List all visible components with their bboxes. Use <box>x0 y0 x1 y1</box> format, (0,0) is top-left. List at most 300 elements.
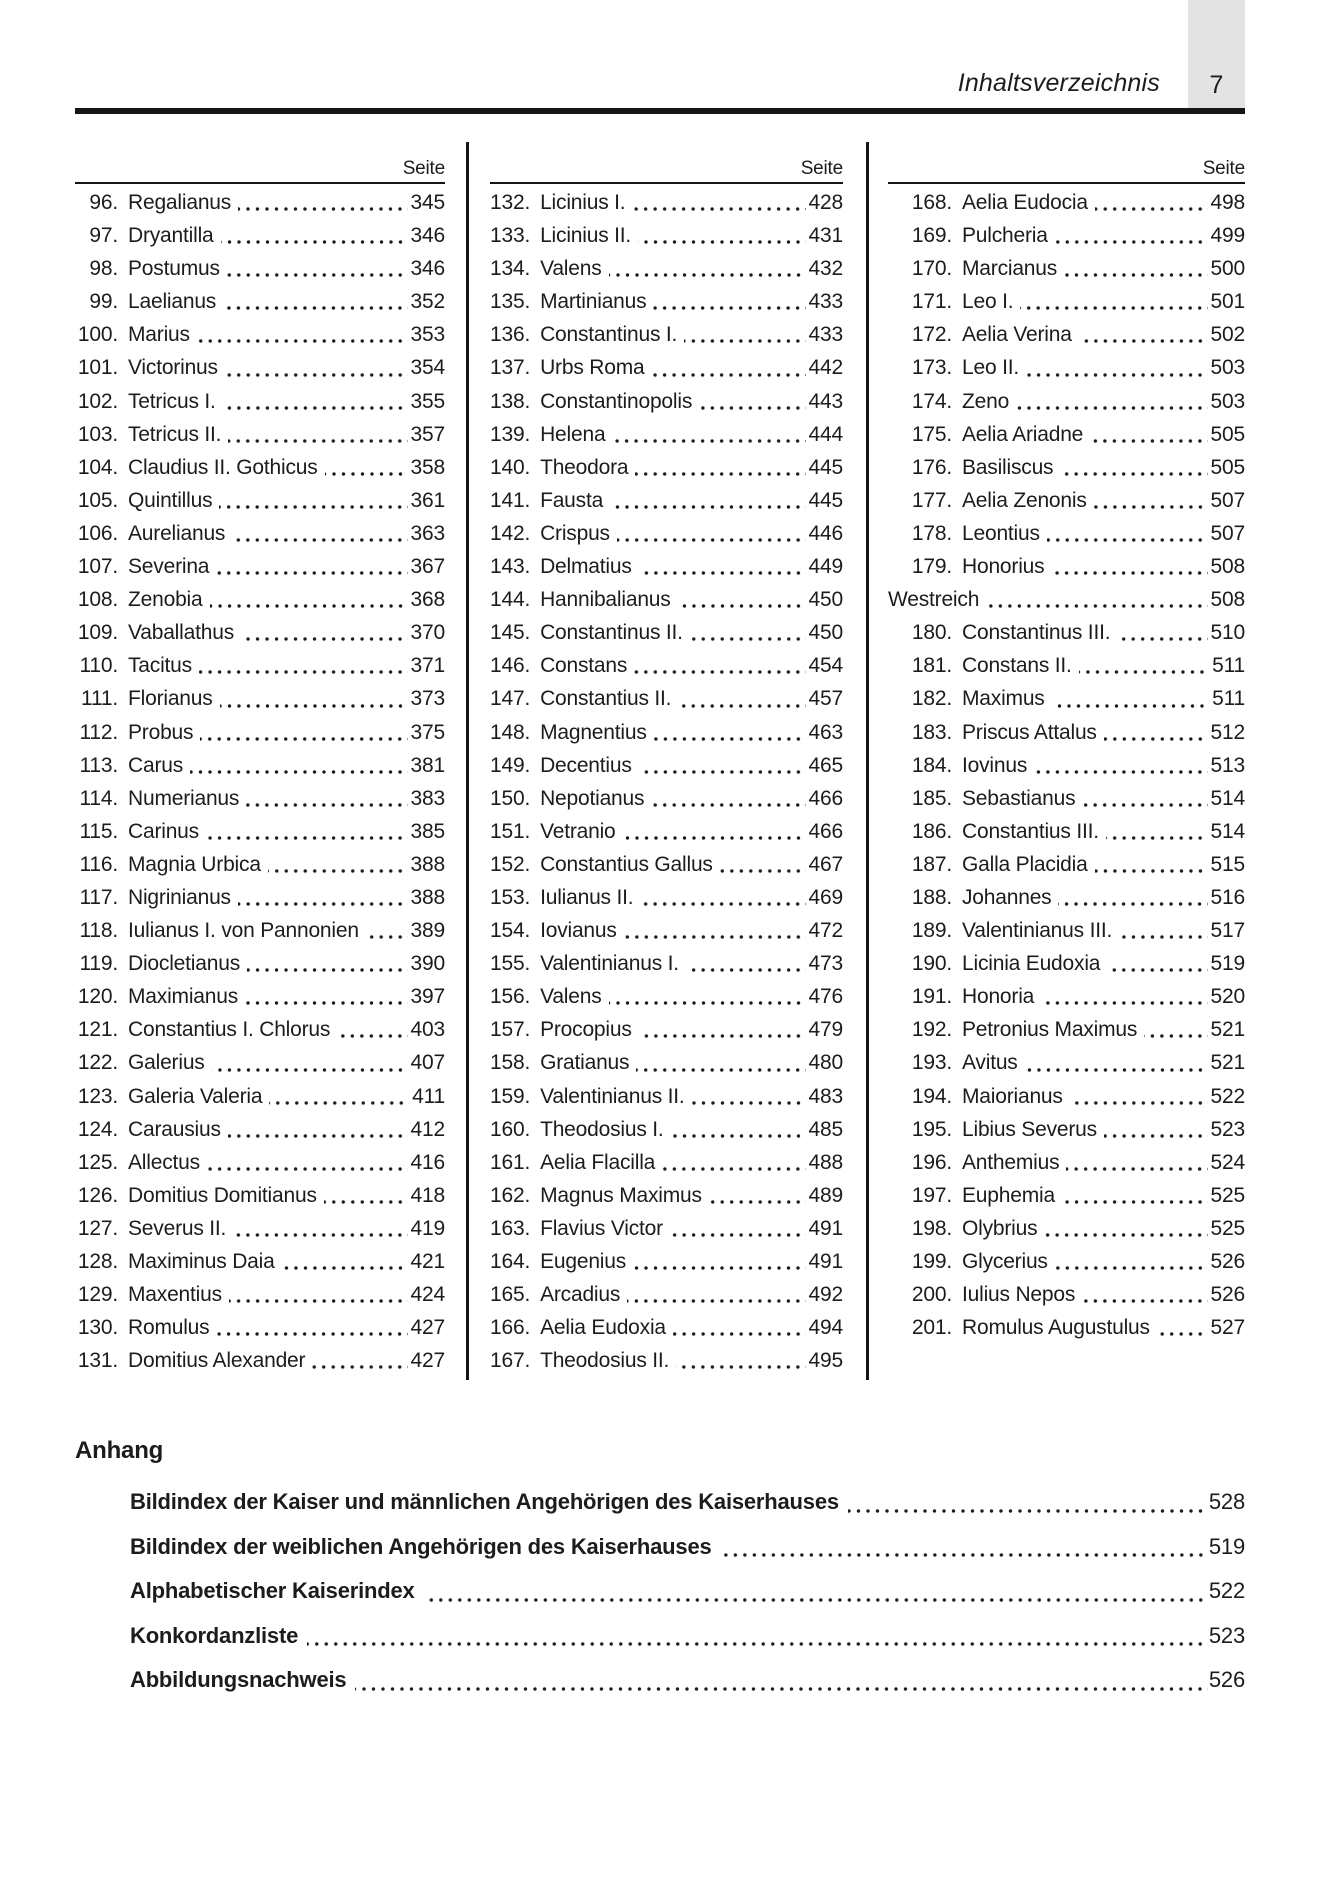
entry-name: Probus <box>128 720 194 744</box>
dot-leader <box>268 869 408 873</box>
entry-name: Nepotianus <box>540 786 645 810</box>
entry-name: Theodosius II. <box>540 1349 670 1373</box>
entry-name: Severus II. <box>128 1216 227 1240</box>
toc-entry <box>490 1311 843 1344</box>
entry-page-number: 512 <box>1210 720 1245 744</box>
toc-entry <box>75 583 445 616</box>
entry-name: Abbildungsnachweis <box>130 1667 347 1692</box>
toc-entry <box>75 1311 445 1344</box>
entry-page-number: 390 <box>410 952 445 976</box>
entry-name: Priscus Attalus <box>962 720 1097 744</box>
entry-number: 198. <box>911 1216 952 1240</box>
entry-name: Claudius II. Gothicus <box>128 455 318 479</box>
entry-page-number: 508 <box>1210 588 1245 612</box>
entry-name: Euphemia <box>962 1183 1055 1207</box>
entry-page-number: 485 <box>808 1117 843 1141</box>
entry-name: Delmatius <box>540 555 632 579</box>
toc-entry <box>490 782 843 815</box>
entry-number: 155. <box>490 952 531 976</box>
dot-leader <box>1119 935 1207 939</box>
toc-entry <box>490 1080 843 1113</box>
dot-leader <box>216 571 407 575</box>
toc-entry <box>888 186 1245 219</box>
entry-name: Magnus Maximus <box>540 1183 702 1207</box>
entry-page-number: 411 <box>412 1084 445 1108</box>
dot-leader <box>238 207 407 211</box>
entry-number: 111. <box>81 687 118 711</box>
toc-entry <box>490 1212 843 1245</box>
entry-name: Iulius Nepos <box>962 1283 1076 1307</box>
dot-leader <box>612 439 805 443</box>
entry-page-number: 373 <box>410 687 445 711</box>
entry-name: Valens <box>540 985 602 1009</box>
entry-number: 134. <box>490 257 531 281</box>
entry-name: Aelia Eudocia <box>962 191 1088 214</box>
entry-number: 166. <box>490 1316 531 1340</box>
entry-number: 164. <box>490 1250 531 1273</box>
entry-number: 190. <box>911 952 952 976</box>
entry-page-number: 489 <box>808 1183 843 1207</box>
dot-leader <box>1034 770 1207 774</box>
entry-number: 126. <box>77 1183 118 1207</box>
entry-page-number: 513 <box>1210 753 1245 777</box>
toc-entry <box>75 1013 445 1046</box>
entry-page-number: 424 <box>410 1283 445 1307</box>
dot-leader <box>1058 902 1207 906</box>
toc-entry <box>75 1179 445 1212</box>
dot-leader <box>355 1687 1207 1691</box>
toc-entry <box>888 1146 1245 1179</box>
entry-name: Domitius Domitianus <box>128 1183 317 1207</box>
entry-name: Marius <box>128 323 190 347</box>
entry-name: Maximus <box>962 687 1045 711</box>
dot-leader <box>200 737 407 741</box>
dot-leader <box>609 273 806 277</box>
entry-page-number: 522 <box>1210 1084 1245 1108</box>
entry-page-number: 523 <box>1208 1622 1245 1648</box>
dot-leader <box>212 1068 408 1072</box>
entry-name: Maiorianus <box>962 1084 1063 1108</box>
entry-name: Numerianus <box>128 786 240 810</box>
entry-number: 152. <box>490 852 531 876</box>
entry-page-number: 388 <box>410 852 445 876</box>
toc-entry <box>888 1245 1245 1278</box>
toc-entry <box>888 682 1245 715</box>
entry-number: 183. <box>911 720 952 744</box>
entry-page-number: 503 <box>1210 356 1245 380</box>
entry-number: 173. <box>911 356 952 380</box>
dot-leader <box>366 935 408 939</box>
entry-number: 176. <box>911 455 952 479</box>
toc-entry <box>75 1146 445 1179</box>
toc-entry <box>490 848 843 881</box>
dot-leader <box>282 1266 408 1270</box>
entry-name: Anthemius <box>962 1150 1060 1174</box>
dot-leader <box>848 1509 1208 1513</box>
toc-entry <box>490 451 843 484</box>
entry-number: 182. <box>911 687 952 711</box>
entry-name: Alphabetischer Kaiserindex <box>130 1578 415 1603</box>
entry-page-number: 445 <box>808 488 843 512</box>
dot-leader <box>986 604 1207 608</box>
entry-page-number: 526 <box>1208 1667 1245 1692</box>
toc-entry <box>490 219 843 252</box>
entry-number: 191. <box>911 985 952 1009</box>
dot-leader <box>640 902 805 906</box>
toc-entry <box>75 1344 445 1377</box>
dot-leader <box>1055 240 1208 244</box>
entry-number: 110. <box>79 654 118 678</box>
entry-page-number: 514 <box>1210 786 1245 810</box>
entry-name: Constantius II. <box>540 687 672 711</box>
entry-page-number: 346 <box>410 224 445 248</box>
toc-entry <box>888 914 1245 947</box>
entry-name: Galerius <box>128 1051 205 1075</box>
dot-leader <box>1117 637 1207 641</box>
toc-entry <box>888 1212 1245 1245</box>
dot-leader <box>221 240 408 244</box>
entry-number: 158. <box>490 1051 531 1075</box>
dot-leader <box>671 1134 806 1138</box>
entry-number: 139. <box>490 422 531 446</box>
entry-page-number: 389 <box>410 919 445 943</box>
entry-name: Basiliscus <box>962 455 1054 479</box>
entry-page-number: 521 <box>1210 1018 1245 1042</box>
entry-number: 196. <box>911 1150 952 1174</box>
entry-page-number: 367 <box>410 555 445 579</box>
dot-leader <box>216 1332 407 1336</box>
entry-page-number: 466 <box>808 819 843 843</box>
dot-leader <box>624 935 806 939</box>
entry-page-number: 502 <box>1210 323 1245 347</box>
entry-page-number: 491 <box>808 1216 843 1240</box>
entry-name: Carinus <box>128 819 199 843</box>
toc-entry <box>75 649 445 682</box>
entry-name: Eugenius <box>540 1250 627 1273</box>
dot-leader <box>1082 803 1207 807</box>
entry-page-number: 418 <box>410 1183 445 1207</box>
dot-leader <box>651 803 805 807</box>
entry-page-number: 446 <box>808 521 843 545</box>
entry-name: Bildindex der weiblichen Angehörigen des Kaiserhauses <box>130 1533 712 1559</box>
toc-entry <box>75 815 445 848</box>
entry-page-number: 510 <box>1210 621 1245 645</box>
toc-entry <box>75 716 445 749</box>
toc-entry <box>75 550 445 583</box>
toc-entry <box>490 947 843 980</box>
dot-leader <box>245 1001 408 1005</box>
entry-name: Florianus <box>128 687 213 711</box>
entry-number: 150. <box>490 786 531 810</box>
dot-leader <box>227 273 408 277</box>
dot-leader <box>676 1365 805 1369</box>
entry-page-number: 419 <box>410 1216 445 1240</box>
entry-page-number: 352 <box>410 290 445 314</box>
entry-number: 118. <box>79 919 118 943</box>
entry-name: Licinius I. <box>540 191 626 214</box>
entry-number: 119. <box>79 952 118 976</box>
toc-entry <box>490 550 843 583</box>
entry-name: Magnentius <box>540 720 647 744</box>
entry-page-number: 345 <box>410 191 445 214</box>
entry-name: Quintillus <box>128 488 213 512</box>
entry-number: 181. <box>911 654 952 678</box>
toc-entry <box>888 517 1245 550</box>
anhang-entry-list <box>75 1480 1245 1703</box>
toc-entry <box>490 583 843 616</box>
dot-leader <box>1079 670 1209 674</box>
dot-leader <box>1095 869 1208 873</box>
entry-page-number: 511 <box>1212 654 1245 678</box>
toc-entry <box>888 351 1245 384</box>
dot-leader <box>1055 1266 1208 1270</box>
dot-leader <box>610 505 805 509</box>
dot-leader <box>686 968 806 972</box>
entry-name: Leontius <box>962 521 1040 545</box>
dot-leader <box>1144 1034 1207 1038</box>
dot-leader <box>692 1101 806 1105</box>
dot-leader <box>219 505 407 509</box>
toc-entry <box>888 649 1245 682</box>
toc-entry <box>75 980 445 1013</box>
toc-entry <box>75 318 445 351</box>
dot-leader <box>1051 571 1207 575</box>
toc-entry <box>888 1278 1245 1311</box>
entry-page-number: 501 <box>1210 290 1245 314</box>
dot-leader <box>699 406 805 410</box>
entry-number: 137. <box>490 356 531 380</box>
entry-name: Iulianus I. von Pannonien <box>128 919 359 943</box>
entry-page-number: 463 <box>808 720 843 744</box>
entry-name: Marcianus <box>962 257 1058 281</box>
entry-page-number: 412 <box>410 1117 445 1141</box>
dot-leader <box>1106 836 1208 840</box>
entry-number: 104. <box>77 455 118 479</box>
entry-name: Victorinus <box>128 356 218 380</box>
entry-name: Valentinianus II. <box>540 1084 685 1108</box>
toc-entry <box>490 749 843 782</box>
dot-leader <box>684 339 805 343</box>
toc-entry <box>75 1245 445 1278</box>
entry-name: Hannibalianus <box>540 588 671 612</box>
entry-page-number: 355 <box>410 389 445 413</box>
entry-number: 162. <box>490 1183 531 1207</box>
entry-page-number: 427 <box>410 1349 445 1373</box>
entry-number: 200. <box>911 1283 952 1307</box>
entry-name: Severina <box>128 555 210 579</box>
entry-number: 174. <box>911 389 952 413</box>
entry-number: 195. <box>911 1117 952 1141</box>
entry-name: Tetricus II. <box>128 422 222 446</box>
entry-name: Konkordanzliste <box>130 1622 299 1648</box>
entry-name: Iovianus <box>540 919 617 943</box>
entry-page-number: 476 <box>808 985 843 1009</box>
dot-leader <box>1066 1167 1207 1171</box>
dot-leader <box>228 439 407 443</box>
toc-entry <box>888 848 1245 881</box>
toc-entry <box>888 252 1245 285</box>
entry-number: 189. <box>911 919 952 943</box>
entry-page-number: 354 <box>410 356 445 380</box>
entry-page-number: 450 <box>808 588 843 612</box>
entry-number: 146. <box>490 654 531 678</box>
entry-number: 109. <box>77 621 118 645</box>
dot-leader <box>190 770 408 774</box>
entry-name: Glycerius <box>962 1250 1048 1273</box>
entry-number: 161. <box>490 1150 531 1174</box>
dot-leader <box>269 1101 409 1105</box>
entry-name: Carus <box>128 753 184 777</box>
entry-name: Theodora <box>540 455 629 479</box>
entry-name: Tetricus I. <box>128 389 216 413</box>
entry-page-number: 358 <box>410 455 445 479</box>
entry-number: 102. <box>77 389 118 413</box>
entry-number: 145. <box>490 621 531 645</box>
toc-entry <box>75 848 445 881</box>
entry-number: 163. <box>490 1216 531 1240</box>
entry-number: 184. <box>911 753 952 777</box>
entry-name: Aelia Zenonis <box>962 488 1087 512</box>
entry-name: Nigrinianus <box>128 885 231 909</box>
entry-number: 148. <box>490 720 531 744</box>
toc-entry <box>490 1046 843 1079</box>
entry-page-number: 508 <box>1210 555 1245 579</box>
entry-number: 168. <box>911 191 952 214</box>
entry-name: Leo I. <box>962 290 1014 314</box>
entry-name: Theodosius I. <box>540 1117 664 1141</box>
dot-leader <box>1070 1101 1208 1105</box>
entry-page-number: 403 <box>410 1018 445 1042</box>
toc-entry <box>75 914 445 947</box>
dot-leader <box>247 968 408 972</box>
page-title: Inhaltsverzeichnis <box>957 69 1160 97</box>
dot-leader <box>1104 737 1208 741</box>
entry-name: Constantinus I. <box>540 323 678 347</box>
entry-number: 172. <box>911 323 952 347</box>
entry-page-number: 515 <box>1210 852 1245 876</box>
entry-page-number: 519 <box>1210 952 1245 976</box>
entry-name: Constantinopolis <box>540 389 693 413</box>
entry-number: 107. <box>77 555 118 579</box>
entry-number: 123. <box>77 1084 118 1108</box>
dot-leader <box>639 1034 806 1038</box>
entry-page-number: 381 <box>410 753 445 777</box>
entry-name: Constantinus II. <box>540 621 683 645</box>
column-page-label: Seite <box>888 140 1245 184</box>
entry-page-number: 507 <box>1210 521 1245 545</box>
entry-name: Iulianus II. <box>540 885 634 909</box>
entry-page-number: 450 <box>808 621 843 645</box>
toc-entry <box>490 1344 843 1377</box>
entry-page-number: 346 <box>410 257 445 281</box>
toc-entry <box>75 186 445 219</box>
toc-entry <box>490 682 843 715</box>
dot-leader <box>1026 373 1208 377</box>
entry-number: 99. <box>89 290 118 314</box>
dot-leader <box>210 604 408 608</box>
entry-name: Maximianus <box>128 985 239 1009</box>
dot-leader <box>241 637 408 641</box>
entry-number: 197. <box>911 1183 952 1207</box>
entry-number: 188. <box>911 885 952 909</box>
entry-page-number: 363 <box>410 521 445 545</box>
entry-name: Galeria Valeria <box>128 1084 263 1108</box>
dot-leader <box>233 1233 407 1237</box>
entry-name: Constantius III. <box>962 819 1099 843</box>
entry-name: Flavius Victor <box>540 1216 663 1240</box>
entry-page-number: 465 <box>808 753 843 777</box>
entry-page-number: 526 <box>1210 1250 1245 1273</box>
dot-leader <box>720 869 806 873</box>
dot-leader <box>1094 505 1208 509</box>
entry-name: Allectus <box>128 1150 200 1174</box>
entry-page-number: 368 <box>410 588 445 612</box>
dot-leader <box>1062 1200 1208 1204</box>
toc-entry <box>75 484 445 517</box>
toc-column-2 <box>490 140 843 1377</box>
dot-leader <box>690 637 806 641</box>
entry-name: Crispus <box>540 521 610 545</box>
dot-leader <box>1095 207 1208 211</box>
entry-name: Aelia Flacilla <box>540 1150 656 1174</box>
entry-name: Libius Severus <box>962 1117 1097 1141</box>
entry-name: Gratianus <box>540 1051 630 1075</box>
entry-name: Carausius <box>128 1117 221 1141</box>
dot-leader <box>1016 406 1207 410</box>
entry-page-number: 407 <box>410 1051 445 1075</box>
dot-leader <box>627 1299 805 1303</box>
toc-entry <box>75 1278 445 1311</box>
toc-entry <box>888 1046 1245 1079</box>
entry-name: Avitus <box>962 1051 1018 1075</box>
toc-entry <box>75 252 445 285</box>
entry-page-number: 427 <box>410 1316 445 1340</box>
entry-number: 136. <box>490 323 531 347</box>
toc-entry <box>75 219 445 252</box>
entry-page-number: 494 <box>808 1316 843 1340</box>
toc-entry <box>75 385 445 418</box>
dot-leader <box>337 1034 407 1038</box>
entry-name: Constantinus III. <box>962 621 1111 645</box>
entry-page-number: 375 <box>410 720 445 744</box>
dot-leader <box>639 770 806 774</box>
entry-name: Romulus Augustulus <box>962 1316 1150 1340</box>
toc-entry <box>75 418 445 451</box>
entry-number: 124. <box>77 1117 118 1141</box>
entry-number: 186. <box>911 819 952 843</box>
dot-leader <box>325 472 408 476</box>
entry-number: 193. <box>911 1051 952 1075</box>
entry-name: Zenobia <box>128 588 203 612</box>
entry-number: 171. <box>911 290 952 314</box>
dot-leader <box>617 538 806 542</box>
entry-page-number: 480 <box>808 1051 843 1075</box>
entry-number: 199. <box>911 1250 952 1273</box>
entry-number: 180. <box>911 621 952 645</box>
dot-leader <box>1044 1233 1207 1237</box>
entry-page-number: 444 <box>808 422 843 446</box>
dot-leader <box>223 406 408 410</box>
entry-number: 132. <box>490 191 531 214</box>
dot-leader <box>238 902 408 906</box>
entry-page-number: 499 <box>1210 224 1245 248</box>
entry-page-number: 491 <box>808 1250 843 1273</box>
column-divider <box>466 142 469 1380</box>
entry-number: 105. <box>77 488 118 512</box>
entry-number: 135. <box>490 290 531 314</box>
entry-name: Aelia Verina <box>962 323 1072 347</box>
dot-leader <box>1079 339 1208 343</box>
